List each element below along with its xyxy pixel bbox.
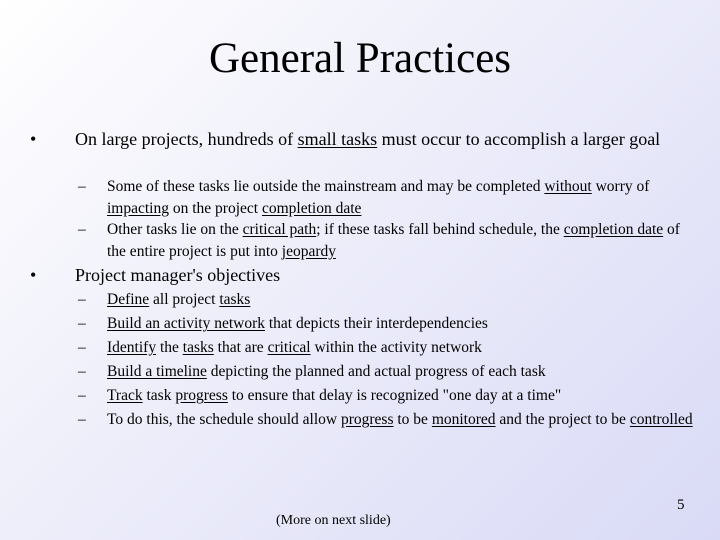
sub-bullet-item: [78, 289, 697, 311]
bullet-text: On large projects, hundreds of small tasks must occur to accomplish a larger goal: [75, 129, 661, 149]
underlined-term: progress: [175, 387, 228, 404]
underlined-term: controlled: [629, 411, 693, 428]
underlined-term: tasks: [219, 291, 251, 308]
underlined-term: Track: [107, 387, 143, 404]
underlined-term: Define: [107, 291, 150, 308]
bullet-text: Project manager's objectives: [75, 265, 281, 285]
underlined-term: Identify: [107, 339, 157, 356]
sub-bullet-item: [78, 313, 697, 335]
sub-bullet-text: To do this, the schedule should allow progress to be monitored and the project to be controlled: [107, 411, 693, 428]
sub-bullet-item: [78, 385, 697, 407]
bullet-marker: •: [30, 265, 37, 285]
dash-marker: –: [78, 291, 86, 308]
underlined-term: progress: [340, 411, 394, 428]
sub-bullet-text: Define all project tasks: [107, 291, 251, 308]
footer-note: (More on next slide): [276, 513, 391, 528]
dash-marker: –: [78, 339, 86, 356]
slide-title: General Practices: [208, 35, 512, 82]
sub-bullet-item: [78, 409, 697, 431]
underlined-term: completion date: [261, 200, 362, 217]
page-number: 5: [677, 497, 685, 513]
sub-bullet-item: [78, 176, 697, 220]
underlined-term: Build a timeline: [107, 363, 207, 380]
bullet-item: [30, 264, 700, 286]
sub-bullet-text: Some of these tasks lie outside the mainstream and may be completed without worry of impacting on the project completion date: [107, 178, 650, 217]
sub-bullet-text: Build a timeline depicting the planned and actual progress of each task: [107, 363, 546, 380]
underlined-term: small tasks: [297, 129, 378, 149]
dash-marker: –: [78, 387, 86, 404]
bullet-marker: •: [30, 129, 37, 149]
dash-marker: –: [78, 221, 86, 238]
underlined-term: impacting: [107, 200, 169, 217]
underlined-term: monitored: [431, 411, 496, 428]
sub-bullet-item: [78, 337, 697, 359]
dash-marker: –: [78, 315, 86, 332]
underlined-term: critical path: [242, 221, 317, 238]
dash-marker: –: [78, 178, 86, 195]
sub-bullet-item: [78, 361, 697, 383]
underlined-term: jeopardy: [281, 243, 336, 260]
sub-bullet-text: Identify the tasks that are critical within the activity network: [107, 339, 482, 356]
sub-bullet-text: Track task progress to ensure that delay is recognized "one day at a time": [107, 387, 562, 404]
underlined-term: tasks: [182, 339, 214, 356]
sub-bullet-text: Other tasks lie on the critical path; if these tasks fall behind schedule, the completion date of the entire project is put into jeopardy: [107, 221, 680, 260]
sub-bullet-item: [78, 219, 697, 263]
underlined-term: critical: [267, 339, 311, 356]
dash-marker: –: [78, 411, 86, 428]
dash-marker: –: [78, 363, 86, 380]
underlined-term: Build an activity network: [107, 315, 265, 332]
underlined-term: completion date: [563, 221, 664, 238]
underlined-term: without: [544, 178, 592, 195]
sub-bullet-text: Build an activity network that depicts their interdependencies: [107, 315, 488, 332]
bullet-item: [30, 128, 700, 150]
